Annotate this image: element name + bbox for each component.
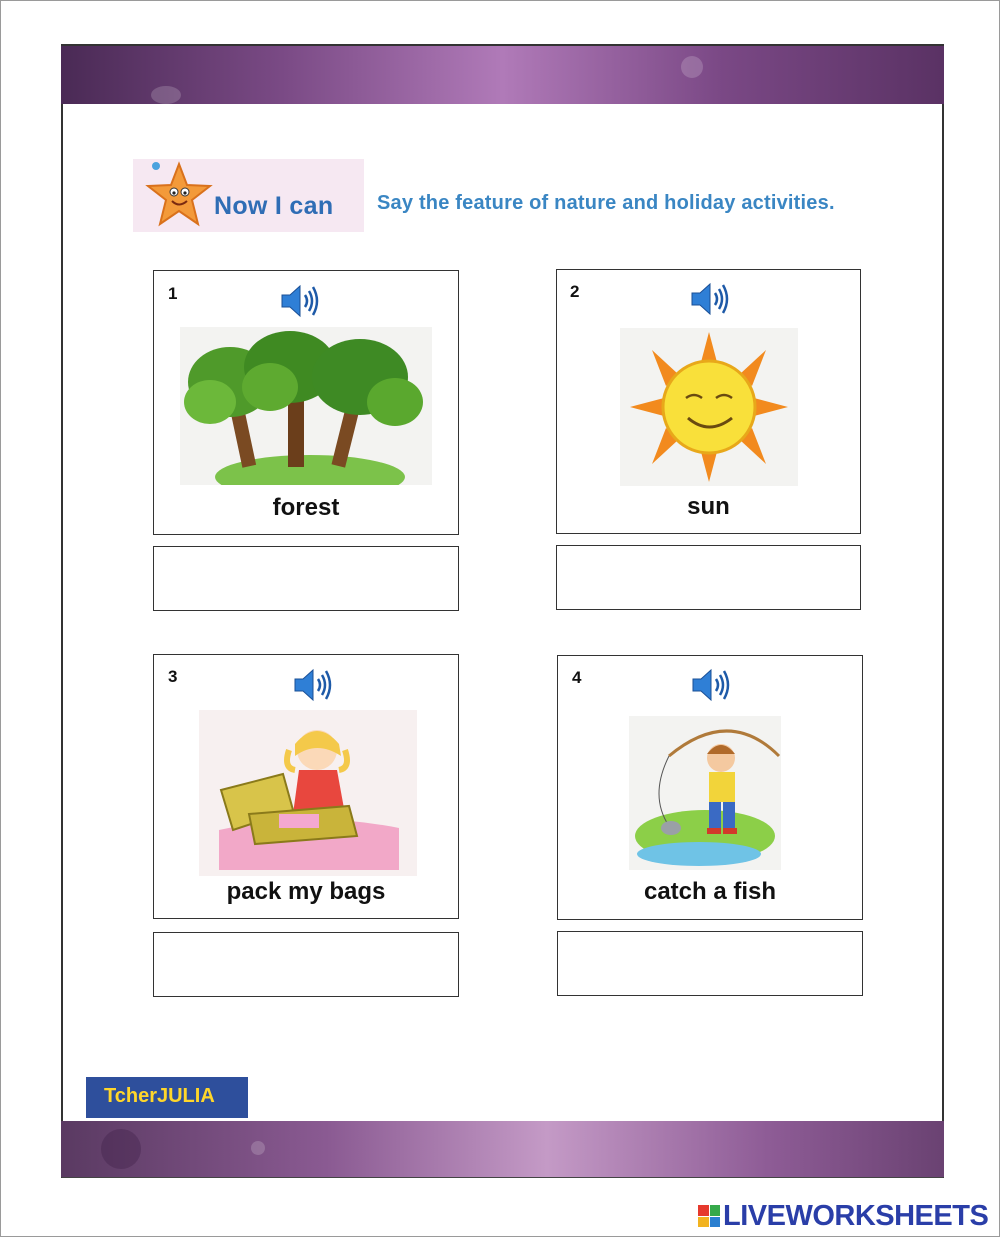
answer-field-forest[interactable] (153, 546, 459, 611)
speaker-icon[interactable] (688, 279, 732, 319)
starfish-icon (140, 158, 218, 234)
badge-text: Now I can (214, 192, 334, 220)
instruction-text: Say the feature of nature and holiday activities. (377, 192, 835, 214)
card-number: 3 (168, 667, 178, 686)
card-number: 1 (168, 284, 178, 303)
author-credit: TcherJULIA (86, 1077, 248, 1118)
forest-illustration (180, 327, 432, 485)
liveworksheets-brand[interactable] (698, 1200, 988, 1232)
card-pack-my-bags (153, 654, 459, 919)
card-label: pack my bags (226, 878, 386, 905)
card-label: catch a fish (643, 878, 777, 905)
speaker-icon[interactable] (689, 665, 733, 705)
card-catch-a-fish (557, 655, 863, 920)
header-band (61, 44, 944, 104)
card-number: 4 (572, 668, 582, 687)
card-sun (556, 269, 861, 534)
footer-band (61, 1121, 944, 1177)
speaker-icon[interactable] (278, 281, 322, 321)
card-label: sun (687, 493, 730, 520)
card-forest (153, 270, 459, 535)
answer-field-pack-my-bags[interactable] (153, 932, 459, 997)
sun-illustration (620, 328, 798, 486)
card-number: 2 (570, 282, 580, 301)
girl-packing-suitcase-illustration (199, 710, 417, 876)
card-label: forest (272, 494, 340, 521)
boy-fishing-illustration (629, 716, 781, 870)
answer-field-catch-a-fish[interactable] (557, 931, 863, 996)
liveworksheets-logo-icon (698, 1205, 720, 1227)
speaker-icon[interactable] (291, 665, 335, 705)
brand-text: LIVEWORKSHEETS (723, 1199, 989, 1232)
answer-field-sun[interactable] (556, 545, 861, 610)
